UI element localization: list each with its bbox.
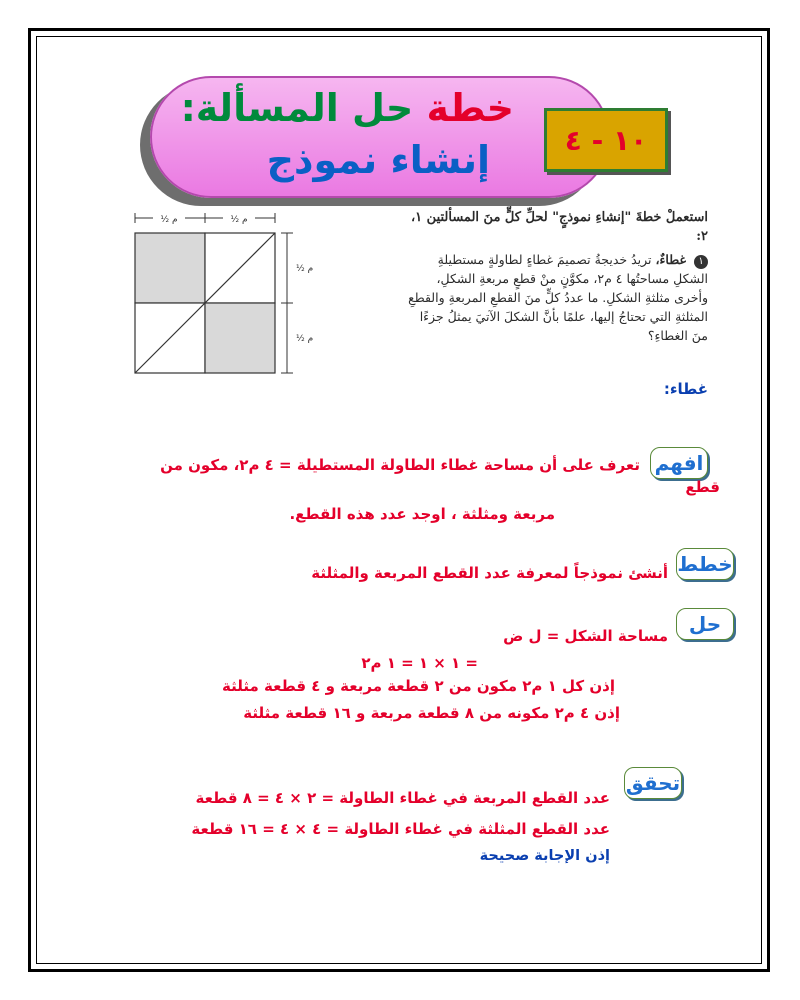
square-model: [135, 233, 275, 373]
check-icon: تحقق: [624, 767, 682, 799]
tablecloth-diagram: [115, 208, 314, 438]
shaded-square-bottom-right: [205, 303, 275, 373]
banner-title: [181, 86, 514, 130]
lesson-number-badge: ١٠ - ٤: [544, 108, 668, 172]
problem-number: ١: [694, 255, 708, 269]
problem-text: تريدُ خديجةُ تصميمَ غطاءٍ لطاولةٍ مستطيلةِ الشكلِ مساحتُها ٤ م٢، مكوَّنٍ منْ قطعٍ مربعةِ الشكلِ، وأخرى مثلثةِ الشكلِ. ما عددُ كلٍّ منَ القطعِ المربعةِ والقطعِ المثلثةِ التي تحتاجُ إليها، علمًا بأنَّ الشكلَ الآتيَ يمثلُ جزءًا منَ الغطاءِ؟: [408, 252, 708, 343]
solve-line-1: مساحة الشكل = ل ض: [503, 627, 668, 645]
banner-title-rest: حل المسألة:: [180, 86, 427, 130]
check-line-2: عدد القطع المثلثة في غطاء الطاولة = ٤ × ٤ = ١٦ قطعة: [191, 820, 610, 838]
top-dim-right: ½ م: [230, 215, 248, 225]
top-dimension: [135, 211, 275, 225]
banner-subtitle: إنشاء نموذج: [266, 138, 490, 182]
check-conclusion: إذن الإجابة صحيحة: [479, 848, 610, 864]
book-intro: استعملْ خطةَ "إنشاءِ نموذجٍ" لحلِّ كلٍّ منَ المسألتين ١، ٢:: [410, 210, 708, 244]
cover-label: غطاء:: [663, 380, 708, 398]
understand-icon: افهم: [650, 447, 708, 479]
plan-line-1: أنشئ نموذجاً لمعرفة عدد القطع المربعة والمثلثة: [311, 564, 668, 582]
understand-line-3: مربعة ومثلثة ، اوجد عدد هذه القطع.: [289, 505, 555, 523]
solve-line-3: إذن كل ١ م٢ مكون من ٢ قطعة مربعة و ٤ قطعة مثلثة: [222, 677, 615, 695]
understand-line-1: تعرف على أن مساحة غطاء الطاولة المستطيلة = ٤ م٢، مكون من: [160, 456, 640, 474]
check-line-1: عدد القطع المربعة في غطاء الطاولة = ٢ × ٤ = ٨ قطعة: [195, 789, 610, 807]
title-banner: [150, 76, 610, 198]
top-dim-left: ½ م: [160, 215, 178, 225]
solve-icon: حل: [676, 608, 734, 640]
problem-lead: غطاءٌ،: [655, 252, 687, 267]
side-dim-top: ½ م: [296, 264, 314, 274]
banner-title-red: خطة: [426, 86, 514, 130]
book-problem: [408, 250, 708, 345]
understand-line-2: قطع: [685, 478, 720, 496]
solve-line-2: = ١ × ١ = ١ م٢: [361, 654, 478, 672]
plan-icon: خطط: [676, 548, 734, 580]
shaded-square-top-left: [135, 233, 205, 303]
solve-line-4: إذن ٤ م٢ مكونه من ٨ قطعة مربعة و ١٦ قطعة مثلثة: [243, 704, 620, 722]
side-dim-bottom: ½ م: [296, 334, 314, 344]
